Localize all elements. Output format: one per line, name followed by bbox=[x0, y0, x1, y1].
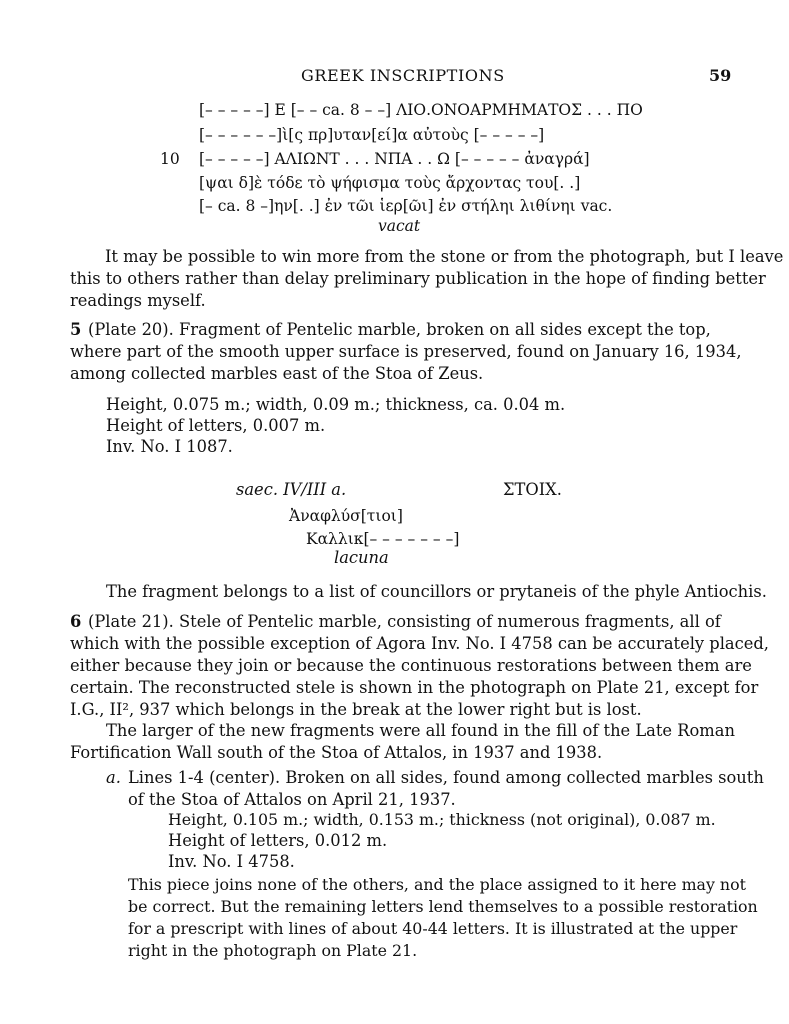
inscription-line: [– – – – –] ΑΛΙΩΝΤ . . . ΝΠΑ . . Ω [– – – – – ἀναγρά] bbox=[199, 150, 590, 168]
inscription-line: [– ca. 8 –]ην[. .] ἐν τῶι ἱερ[ῶι] ἐν στήληι λιθίνηι vac. bbox=[199, 197, 613, 215]
inscription-line: [– – – – – –]ὶ[ς πρ]υταν[εί]α αὐτοὺς [– – – – –] bbox=[199, 126, 545, 144]
sub-label: a. bbox=[106, 768, 121, 787]
lacuna-label: lacuna bbox=[334, 548, 389, 567]
paragraph-line: among collected marbles east of the Stoa of Zeus. bbox=[70, 364, 484, 383]
dimension-line: Height of letters, 0.007 m. bbox=[106, 416, 326, 435]
paragraph-line: (Plate 21). Stele of Pentelic marble, consisting of numerous fragments, all of bbox=[88, 612, 721, 631]
paragraph-line: readings myself. bbox=[70, 291, 206, 310]
paragraph-line: for a prescript with lines of about 40-44 letters. It is illustrated at the upper bbox=[128, 919, 738, 938]
paragraph-line: Fortification Wall south of the Stoa of Attalos, in 1937 and 1938. bbox=[70, 743, 603, 762]
dimension-line: Height of letters, 0.012 m. bbox=[168, 831, 388, 850]
date-label: saec. IV/III a. bbox=[236, 480, 347, 499]
stoich-label: ΣΤΟΙΧ. bbox=[503, 480, 562, 499]
paragraph-line: which with the possible exception of Agora Inv. No. I 4758 can be accurately placed, bbox=[70, 634, 769, 653]
paragraph-line: (Plate 20). Fragment of Pentelic marble, broken on all sides except the top, bbox=[88, 320, 711, 339]
page-number: 59 bbox=[709, 66, 732, 85]
running-title: GREEK INSCRIPTIONS bbox=[301, 66, 505, 85]
item-number: 6 bbox=[70, 612, 82, 631]
inscription-line: Καλλικ[– – – – – – –] bbox=[306, 530, 460, 548]
paragraph-line: of the Stoa of Attalos on April 21, 1937. bbox=[128, 790, 456, 809]
item-number: 5 bbox=[70, 320, 82, 339]
paragraph-line: This piece joins none of the others, and the place assigned to it here may not bbox=[128, 875, 746, 894]
paragraph-line: I.G., II², 937 which belongs in the break at the lower right but is lost. bbox=[70, 700, 642, 719]
dimension-line: Inv. No. I 1087. bbox=[106, 437, 233, 456]
paragraph-line: where part of the smooth upper surface is preserved, found on January 16, 1934, bbox=[70, 342, 742, 361]
inscription-line: [ψαι δ]ὲ τόδε τὸ ψήφισμα τοὺς ἄρχοντας του[. .] bbox=[199, 174, 581, 192]
paragraph-line: The larger of the new fragments were all found in the fill of the Late Roman bbox=[106, 721, 735, 740]
paragraph-line: It may be possible to win more from the stone or from the photograph, but I leave bbox=[105, 247, 784, 266]
paragraph-line: this to others rather than delay preliminary publication in the hope of finding better bbox=[70, 269, 766, 288]
vacat-label: vacat bbox=[378, 217, 421, 235]
paragraph-line: Lines 1-4 (center). Broken on all sides, found among collected marbles south bbox=[128, 768, 764, 787]
inscription-line: Ἀναφλύσ[τιοι] bbox=[289, 507, 403, 525]
paragraph-line: either because they join or because the continuous restorations between them are bbox=[70, 656, 752, 675]
dimension-line: Height, 0.075 m.; width, 0.09 m.; thickness, ca. 0.04 m. bbox=[106, 395, 566, 414]
dimension-line: Inv. No. I 4758. bbox=[168, 852, 295, 871]
inscription-line: [– – – – –] Ε [– – ca. 8 – –] ΛΙΟ.ΟΝΟΑΡΜΗΜΑΤΟΣ . . . ΠΟ bbox=[199, 101, 643, 119]
dimension-line: Height, 0.105 m.; width, 0.153 m.; thickness (not original), 0.087 m. bbox=[168, 810, 716, 829]
paragraph-line: The fragment belongs to a list of councillors or prytaneis of the phyle Antiochis. bbox=[106, 582, 767, 601]
line-number: 10 bbox=[160, 150, 180, 168]
paragraph-line: certain. The reconstructed stele is shown in the photograph on Plate 21, except for bbox=[70, 678, 759, 697]
paragraph-line: right in the photograph on Plate 21. bbox=[128, 941, 418, 960]
paragraph-line: be correct. But the remaining letters lend themselves to a possible restoration bbox=[128, 897, 758, 916]
